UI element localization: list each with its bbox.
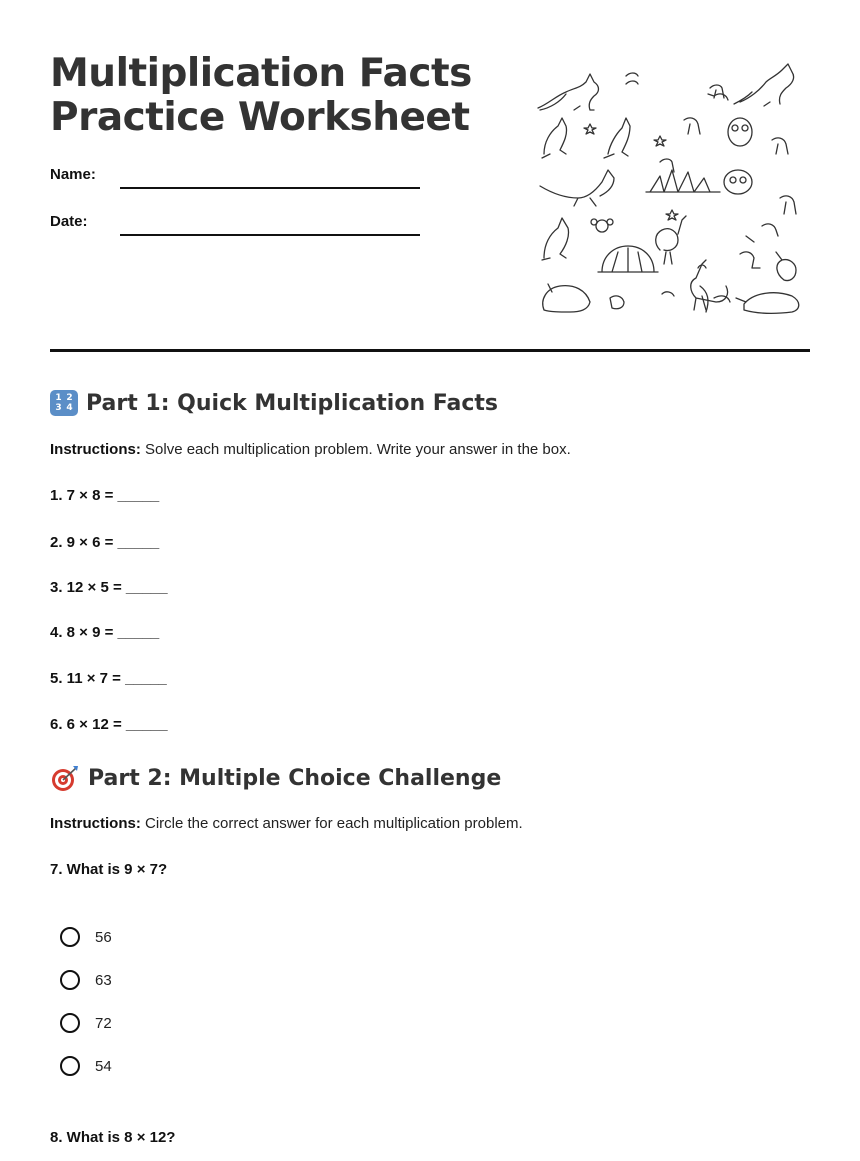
- instructions-text: Circle the correct answer for each multiplication problem.: [140, 815, 523, 832]
- part2-instructions: [50, 815, 523, 832]
- problem-3[interactable]: 3. 12 × 5 = _____: [50, 579, 168, 596]
- part1-instructions: [50, 441, 571, 458]
- part1-title: [50, 390, 498, 416]
- radio-circle-icon[interactable]: [60, 1013, 80, 1033]
- option-56[interactable]: [60, 927, 112, 947]
- australian-animals-illustration: [530, 58, 810, 320]
- radio-circle-icon[interactable]: [60, 927, 80, 947]
- option-label: 63: [95, 971, 112, 989]
- instructions-label: Instructions:: [50, 441, 141, 458]
- option-54[interactable]: [60, 1056, 112, 1076]
- option-label: 72: [95, 1014, 112, 1032]
- instructions-label: Instructions:: [50, 815, 141, 832]
- wombat-icon: [543, 284, 590, 312]
- part1-title-text: Part 1: Quick Multiplication Facts: [86, 390, 499, 416]
- name-label: Name:: [50, 166, 96, 183]
- problem-6[interactable]: 6. 6 × 12 = _____: [50, 716, 168, 733]
- radio-circle-icon[interactable]: [60, 970, 80, 990]
- question-8: 8. What is 8 × 12?: [50, 1129, 176, 1146]
- name-line[interactable]: [120, 187, 420, 189]
- title-line-2: Practice Worksheet: [50, 95, 470, 140]
- numbers-1234-icon: 1 2 3 4: [50, 390, 78, 416]
- problem-5[interactable]: 5. 11 × 7 = _____: [50, 670, 167, 687]
- kangaroo-icon: [542, 218, 569, 260]
- dingo-icon: [660, 85, 724, 172]
- date-label: Date:: [50, 213, 88, 230]
- date-line[interactable]: [120, 234, 420, 236]
- kangaroo-icon: [734, 64, 794, 106]
- option-72[interactable]: [60, 1013, 112, 1033]
- platypus-icon: [736, 293, 799, 314]
- option-label: 54: [95, 1057, 112, 1075]
- owl-icon: [724, 118, 752, 194]
- radio-circle-icon[interactable]: [60, 1056, 80, 1076]
- part2-title-text: Part 2: Multiple Choice Challenge: [88, 765, 502, 791]
- target-icon: [50, 764, 80, 792]
- worksheet-title: [50, 52, 472, 140]
- emu-icon: [656, 216, 796, 310]
- instructions-text: Solve each multiplication problem. Write your answer in the box.: [140, 441, 571, 458]
- header-divider: [50, 349, 810, 352]
- problem-4[interactable]: 4. 8 × 9 = _____: [50, 624, 160, 641]
- kangaroo-icon: [542, 118, 630, 158]
- star-icon: [584, 124, 678, 220]
- kangaroo-icon: [540, 170, 614, 206]
- title-line-1: Multiplication Facts: [50, 51, 472, 96]
- option-label: 56: [95, 928, 112, 946]
- option-63[interactable]: [60, 970, 112, 990]
- problem-2[interactable]: 2. 9 × 6 = _____: [50, 534, 160, 551]
- opera-house-icon: [598, 170, 720, 272]
- koala-icon: [591, 219, 613, 232]
- question-7: 7. What is 9 × 7?: [50, 861, 168, 878]
- kangaroo-icon: [538, 74, 599, 110]
- problem-1[interactable]: 1. 7 × 8 = _____: [50, 487, 160, 504]
- part2-title: [50, 764, 501, 792]
